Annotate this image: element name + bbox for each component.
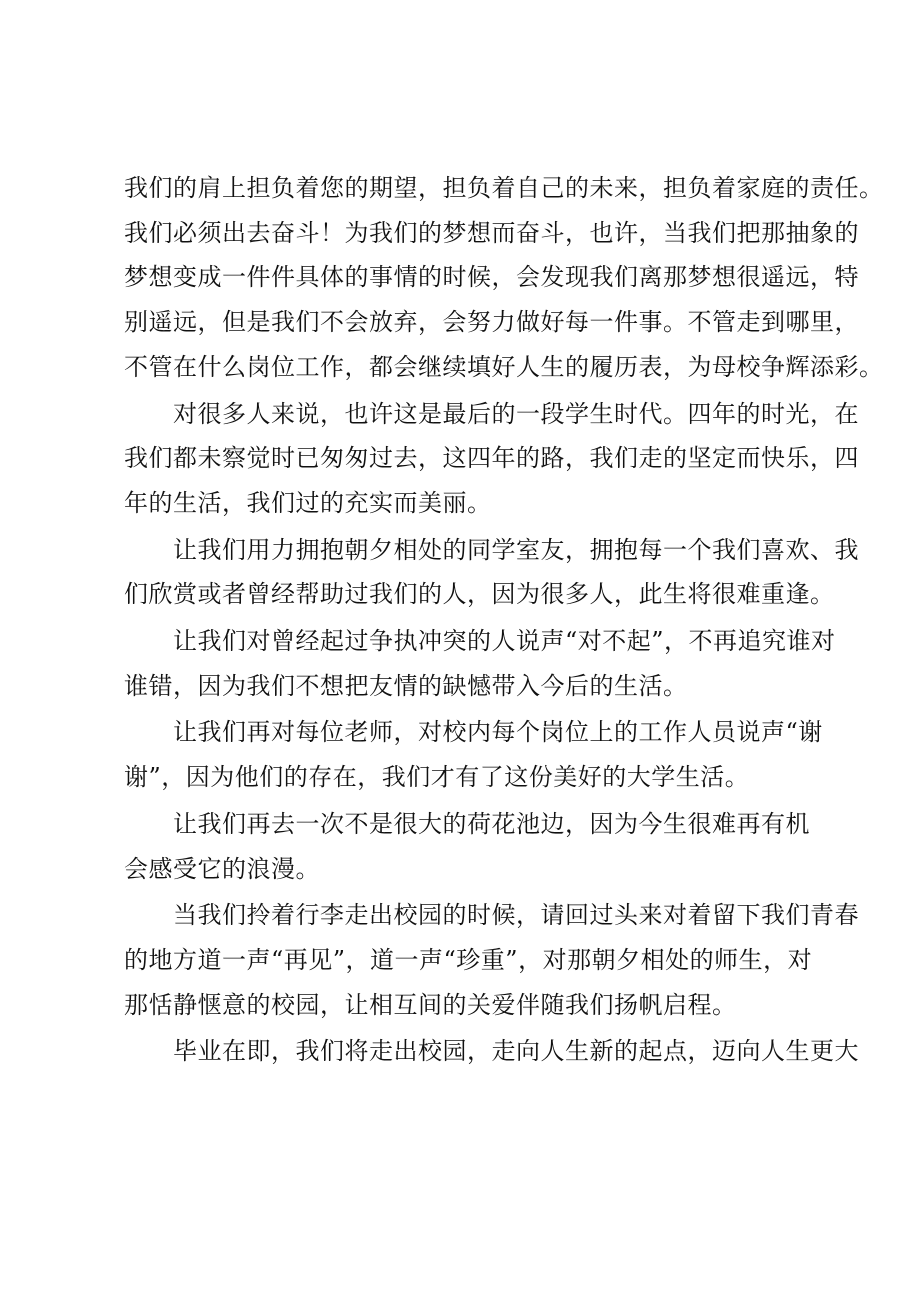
paragraph-line: 别遥远，但是我们不会放弃，会努力做好每一件事。不管走到哪里， [124, 308, 859, 337]
paragraph-4 [124, 619, 836, 708]
paragraph-line: 们欣赏或者曾经帮助过我们的人，因为很多人，此生将很难重逢。 [124, 580, 835, 609]
paragraph-2 [124, 392, 859, 526]
paragraph-1 [124, 166, 884, 390]
paragraph-line: 那恬静惬意的校园，让相互间的关爱伴随我们扬帆启程。 [124, 990, 737, 1019]
paragraph-line: 谁错，因为我们不想把友情的缺憾带入今后的生活。 [124, 671, 688, 700]
paragraph-line: 不管在什么岗位工作，都会继续填好人生的履历表，为母校争辉添彩。 [124, 352, 884, 381]
paragraph-line: 会感受它的浪漫。 [124, 854, 320, 883]
paragraph-5 [124, 710, 836, 799]
paragraph-line: 当我们拎着行李走出校园的时候，请回过头来对着留下我们青春 [173, 901, 859, 930]
paragraph-6 [124, 802, 836, 891]
paragraph-line: 让我们对曾经起过争执冲突的人说声“对不起”，不再追究谁对 [173, 627, 836, 656]
paragraph-line: 我们都未察觉时已匆匆过去，这四年的路，我们走的坚定而快乐，四 [124, 444, 859, 473]
document-body [124, 166, 884, 1076]
paragraph-line: 年的生活，我们过的充实而美丽。 [124, 488, 492, 517]
paragraph-8 [124, 1029, 859, 1074]
paragraph-line: 谢”，因为他们的存在，我们才有了这份美好的大学生活。 [124, 763, 750, 792]
paragraph-line: 让我们再对每位老师，对校内每个岗位上的工作人员说声“谢 [173, 718, 823, 747]
paragraph-7 [124, 893, 859, 1027]
paragraph-line: 我们的肩上担负着您的期望，担负着自己的未来，担负着家庭的责任。 [124, 174, 884, 202]
paragraph-line: 我们必须出去奋斗！为我们的梦想而奋斗，也许，当我们把那抽象的 [124, 218, 859, 247]
paragraph-line: 让我们用力拥抱朝夕相处的同学室友，拥抱每一个我们喜欢、我 [173, 535, 859, 564]
paragraph-line: 梦想变成一件件具体的事情的时候，会发现我们离那梦想很遥远，特 [124, 263, 859, 292]
paragraph-line: 的地方道一声“再见”，道一声“珍重”，对那朝夕相处的师生，对 [124, 945, 813, 974]
paragraph-line: 让我们再去一次不是很大的荷花池边，因为今生很难再有机 [173, 809, 810, 838]
paragraph-3 [124, 528, 859, 617]
paragraph-line: 对很多人来说，也许这是最后的一段学生时代。四年的时光，在 [173, 399, 859, 428]
paragraph-line: 毕业在即，我们将走出校园，走向人生新的起点，迈向人生更大 [173, 1037, 859, 1066]
